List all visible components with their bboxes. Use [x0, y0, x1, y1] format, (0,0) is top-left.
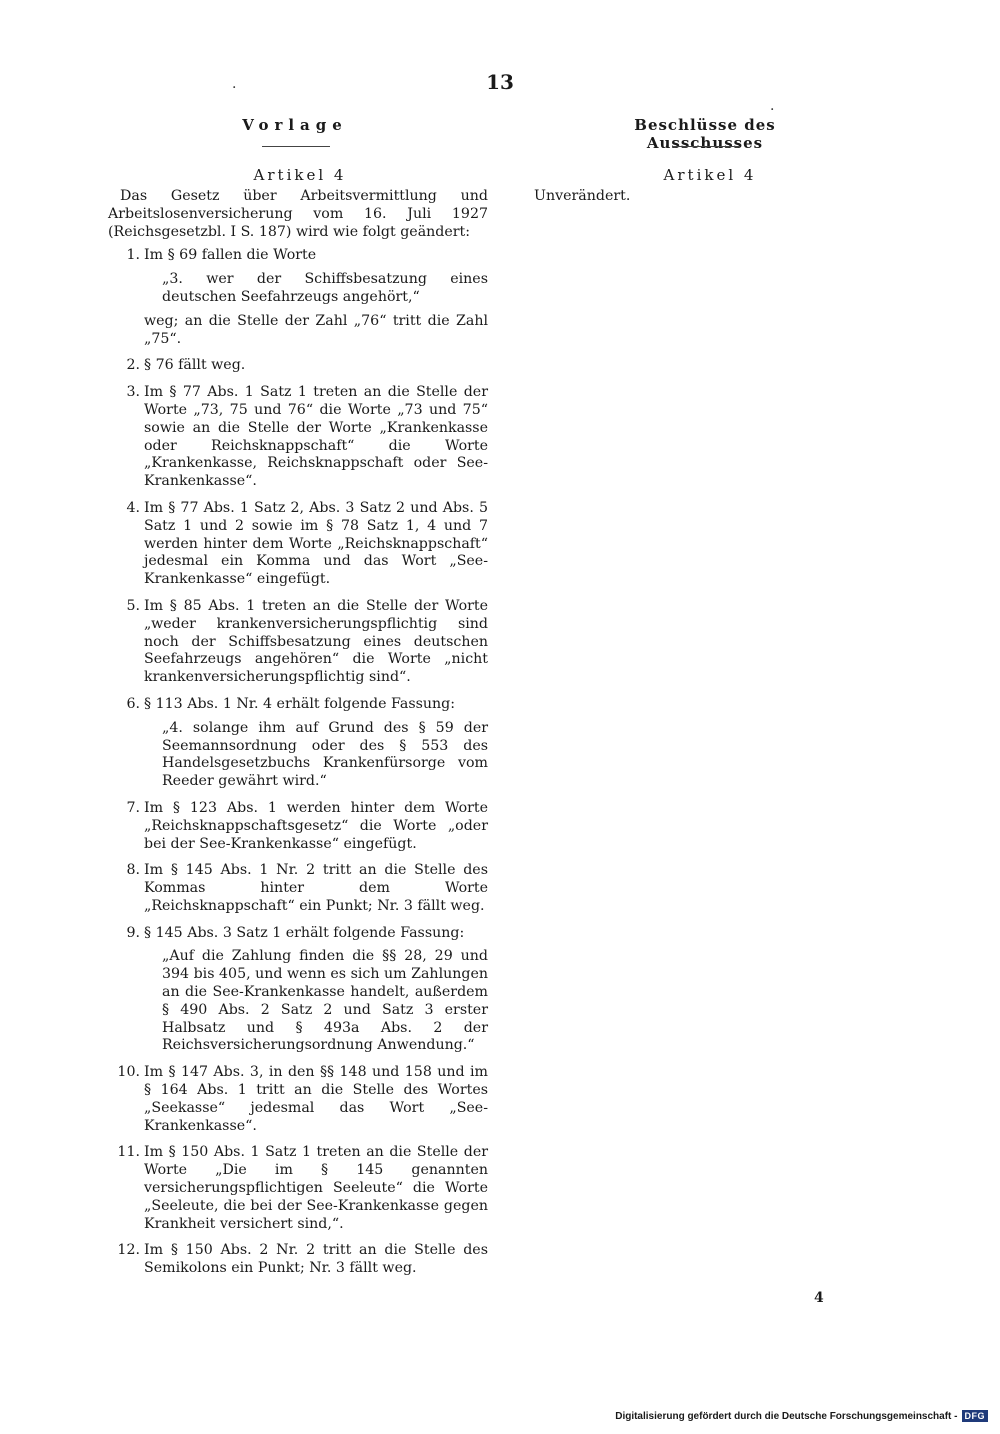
item-text: Im § 145 Abs. 1 Nr. 2 tritt an die Stelle des Kommas hinter dem Worte „Reichsknappschaft“ ein Punkt; Nr. 3 fällt weg.	[144, 862, 488, 914]
list-item	[108, 696, 488, 791]
item-text: Im § 77 Abs. 1 Satz 2, Abs. 3 Satz 2 und Abs. 5 Satz 1 und 2 sowie im § 78 Satz 1, 4 und 7 werden hinter dem Worte „Reichsknappschaft“ jedesmal ein Komma und das Wort „See-Krankenkasse“ eingefügt.	[144, 499, 488, 588]
list-item	[108, 1144, 488, 1233]
item-text: Im § 85 Abs. 1 treten an die Stelle der Worte „weder krankenversicherungspflichtig sind noch der Schiffsbesatzung eines deutschen Seefahrzeugs angehören“ die Worte „nicht krankenversicherungspflichtig sind“.	[144, 597, 488, 686]
item-number: 2.	[126, 357, 140, 374]
sheet-number: 4	[814, 1290, 824, 1306]
resolution-text: Unverändert.	[534, 188, 631, 204]
item-number: 11.	[117, 1144, 140, 1161]
amendment-list	[108, 247, 488, 1278]
list-item	[108, 925, 488, 1056]
list-item	[108, 800, 488, 853]
list-item	[108, 1064, 488, 1135]
list-item	[108, 500, 488, 589]
left-article-heading: Artikel 4	[253, 166, 347, 184]
item-text: Im § 77 Abs. 1 Satz 1 treten an die Stelle der Worte „73, 75 und 76“ die Worte „73 und 75“ sowie an die Stelle der Worte „Krankenkasse oder Reichsknappschaft“ die Worte „Krankenkasse, Reichsknappschaft oder See-Krankenkasse“.	[144, 384, 488, 490]
dfg-logo: DFG	[962, 1410, 989, 1422]
list-item	[108, 598, 488, 687]
right-heading-rule	[672, 146, 740, 147]
item-text: § 145 Abs. 3 Satz 1 erhält folgende Fassung:	[144, 924, 465, 941]
footer	[615, 1410, 988, 1422]
right-column-heading: Beschlüsse des Ausschusses	[634, 116, 776, 152]
item-text: § 113 Abs. 1 Nr. 4 erhält folgende Fassung:	[144, 695, 456, 712]
item-quoted-text: „4. solange ihm auf Grund des § 59 der Seemannsordnung oder des § 553 des Handelsgesetzbuchs Krankenfürsorge vom Reeder gewährt wird.“	[162, 719, 488, 790]
scan-speck: ·	[770, 102, 775, 118]
item-text: § 76 fällt weg.	[144, 357, 246, 374]
item-number: 10.	[117, 1064, 140, 1081]
item-text: Im § 123 Abs. 1 werden hinter dem Worte „Reichsknappschaftsgesetz“ die Worte „oder bei der See-Krankenkasse“ eingefügt.	[144, 799, 488, 852]
list-item	[108, 1242, 488, 1278]
list-item	[108, 384, 488, 491]
item-number: 9.	[126, 924, 140, 941]
item-number: 8.	[126, 862, 140, 879]
item-number: 7.	[126, 799, 140, 816]
list-item	[108, 862, 488, 915]
right-article-heading: Artikel 4	[663, 166, 757, 184]
scan-speck: ·	[232, 80, 237, 96]
item-text: Im § 150 Abs. 1 Satz 1 treten an die Stelle der Worte „Die im § 145 genannten versicherungspflichtigen Seeleute“ die Worte „Seeleute, die bei der See-Krankenkasse gegen Krankheit versichert sind,“.	[144, 1144, 488, 1232]
left-heading-rule	[262, 146, 330, 147]
item-number: 1.	[126, 247, 140, 264]
item-quoted-text: „Auf die Zahlung finden die §§ 28, 29 und 394 bis 405, und wenn es sich um Zahlungen an die See-Krankenkasse handelt, außerdem § 490 Abs. 2 Satz 2 und Satz 3 erster Halbsatz und § 493a Abs. 2 der Reichsversicherungsordnung Anwendung.“	[162, 948, 488, 1054]
footer-text: Digitalisierung gefördert durch die Deutsche Forschungsgemeinschaft -	[615, 1410, 958, 1422]
item-number: 12.	[117, 1242, 140, 1259]
item-text: Im § 147 Abs. 3, in den §§ 148 und 158 und im § 164 Abs. 1 tritt an die Stelle des Wortes „Seekasse“ jedesmal das Wort „See-Krankenkasse“.	[144, 1064, 488, 1134]
item-number: 3.	[126, 384, 140, 401]
right-column	[534, 188, 834, 206]
item-continuation: weg; an die Stelle der Zahl „76“ tritt die Zahl „75“.	[144, 312, 488, 347]
item-number: 6.	[126, 695, 140, 712]
left-column	[108, 188, 488, 1278]
intro-paragraph: Das Gesetz über Arbeitsvermittlung und Arbeitslosenversicherung vom 16. Juli 1927 (Reichsgesetzbl. I S. 187) wird wie folgt geändert:	[108, 188, 488, 240]
item-text: Im § 69 fallen die Worte	[144, 247, 317, 264]
left-column-heading: Vorlage	[242, 116, 348, 134]
item-number: 4.	[126, 499, 140, 516]
item-number: 5.	[126, 597, 140, 614]
list-item	[108, 357, 488, 375]
item-quoted-text: „3. wer der Schiffsbesatzung eines deutschen Seefahrzeugs angehört,“	[162, 271, 488, 305]
item-text: Im § 150 Abs. 2 Nr. 2 tritt an die Stelle des Semikolons ein Punkt; Nr. 3 fällt weg.	[144, 1242, 488, 1277]
page-number: 13	[486, 70, 514, 94]
list-item	[108, 247, 488, 348]
